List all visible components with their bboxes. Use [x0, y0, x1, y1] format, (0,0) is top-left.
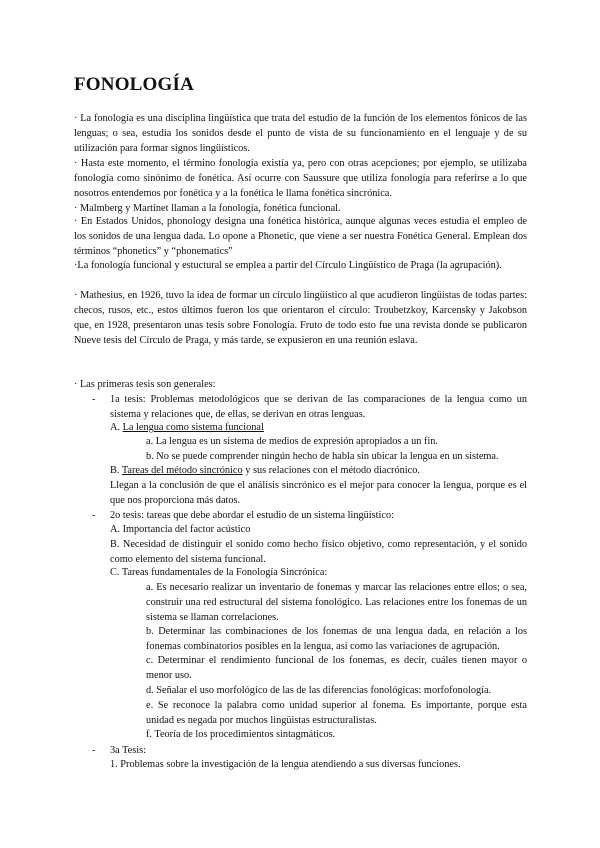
- tesis-2-heading: 2o tesis: tareas que debe abordar el estudio de un sistema lingüístico:: [110, 510, 394, 521]
- tesis-3-heading: 3a Tesis:: [110, 745, 146, 756]
- paragraph-malmberg: · Malmberg y Martinet llaman a la fonología, fonética funcional.: [74, 203, 341, 214]
- list-dash: -: [92, 745, 96, 756]
- tesis-2-c-item: b. Determinar las combinaciones de los fonemas de una lengua dada, en relación a los fonemas combinatorios posibles en la lengua, así como las variaciones de agrupación.: [146, 626, 527, 652]
- paragraph-definition: · La fonología es una disciplina lingüística que trata del estudio de la función de los elementos fónicos de las lenguas; o sea, estudia los sonidos desde el punto de vista de su funcionamiento en el lenguaje y de su utilización para formar signos lingüísticos.: [74, 113, 527, 154]
- paragraph-mathesius: · Mathesius, en 1926, tuvo la idea de formar un círculo lingüístico al que acudieron lingüistas de todas partes: checos, rusos, etc., estos últimos fueron los que orientaron el círculo: Troubetzkoy, Karcensky y Jakobson que, en 1928, presentaron unas tesis sobre Fonología. Fruto de todo esto fue una revista donde se publicaron Nueve tesis del Círculo de Praga, y más tarde, se expusieron en una reunión eslava.: [74, 290, 527, 346]
- tesis-1-a-item: a. La lengua es un sistema de medios de expresión apropiados a un fin.: [146, 436, 438, 447]
- tesis-1-heading: 1a tesis: Problemas metodológicos que se derivan de las comparaciones de la lengua como un sistema y relaciones que, de ellas, se derivan en otras lenguas.: [110, 394, 527, 420]
- tesis-1-section-b-title: Tareas del método sincrónico: [121, 465, 243, 476]
- tesis-2-c-item: e. Se reconoce la palabra como unidad superior al fonema. Es importante, porque esta unidad es negada por muchos lingüistas estructuralistas.: [146, 700, 527, 726]
- tesis-2-c-item: c. Determinar el rendimiento funcional de los fonemas, es decir, cuáles tienen mayor o menor uso.: [146, 655, 527, 681]
- tesis-3-item: 1. Problemas sobre la investigación de la lengua atendiendo a sus diversas funciones.: [110, 759, 461, 770]
- paragraph-prague-circle: ·La fonología funcional y estuctural se emplea a partir del Círculo Lingüístico de Praga (la agrupación).: [74, 260, 502, 271]
- tesis-intro: · Las primeras tesis son generales:: [74, 379, 216, 390]
- paragraph-term-history: · Hasta este momento, el término fonología existía ya, pero con otras acepciones; por ejemplo, se utilizaba fonología como sinónimo de fonética. Así ocurre con Saussure que utiliza fonología para referirse a lo que nosotros entendemos por fonética y a la fonética le llama fonética sincrónica.: [74, 158, 527, 199]
- list-dash: -: [92, 510, 96, 521]
- page-title: FONOLOGÍA: [74, 74, 195, 95]
- tesis-2-section-c: C. Tareas fundamentales de la Fonología Sincrónica:: [110, 567, 328, 578]
- tesis-2-c-item: d. Señalar el uso morfológico de las de las diferencias fonológicas: morfofonología.: [146, 685, 492, 696]
- tesis-2-c-item: f. Teoría de los procedimientos sintagmáticos.: [146, 729, 336, 740]
- tesis-1-section-b: B. Tareas del método sincrónico y sus relaciones con el método diacrónico.: [110, 465, 420, 476]
- tesis-1-a-item: b. No se puede comprender ningún hecho de habla sin ubicar la lengua en un sistema.: [146, 451, 499, 462]
- tesis-1-conclusion: Llegan a la conclusión de que el análisis sincrónico es el mejor para conocer la lengua, porque es el que nos proporciona más datos.: [110, 480, 527, 506]
- list-dash: -: [92, 394, 96, 405]
- tesis-2-section-b: B. Necesidad de distinguir el sonido como hecho físico objetivo, como representación, y el sonido como elemento del sistema funcional.: [110, 539, 527, 565]
- tesis-2-c-item: a. Es necesario realizar un inventario de fonemas y marcar las relaciones entre ellos; o sea, construir una red estructural del sistema fonológico. Las relaciones entre los fonemas de un sistema se llaman correlaciones.: [146, 582, 527, 623]
- tesis-2-section-a: A. Importancia del factor acústico: [110, 524, 251, 535]
- tesis-1-section-a-title: La lengua como sistema funcional: [122, 422, 264, 433]
- paragraph-us-phonology: · En Estados Unidos, phonology designa una fonética histórica, aunque algunas veces estudia el empleo de los sonidos de una lengua dada. Lo opone a Phonetic, que viene a ser nuestra Fonética General. Emplean dos términos “phonetics” y “phonematics”: [74, 216, 527, 257]
- tesis-1-section-a: A. La lengua como sistema funcional: [110, 422, 264, 433]
